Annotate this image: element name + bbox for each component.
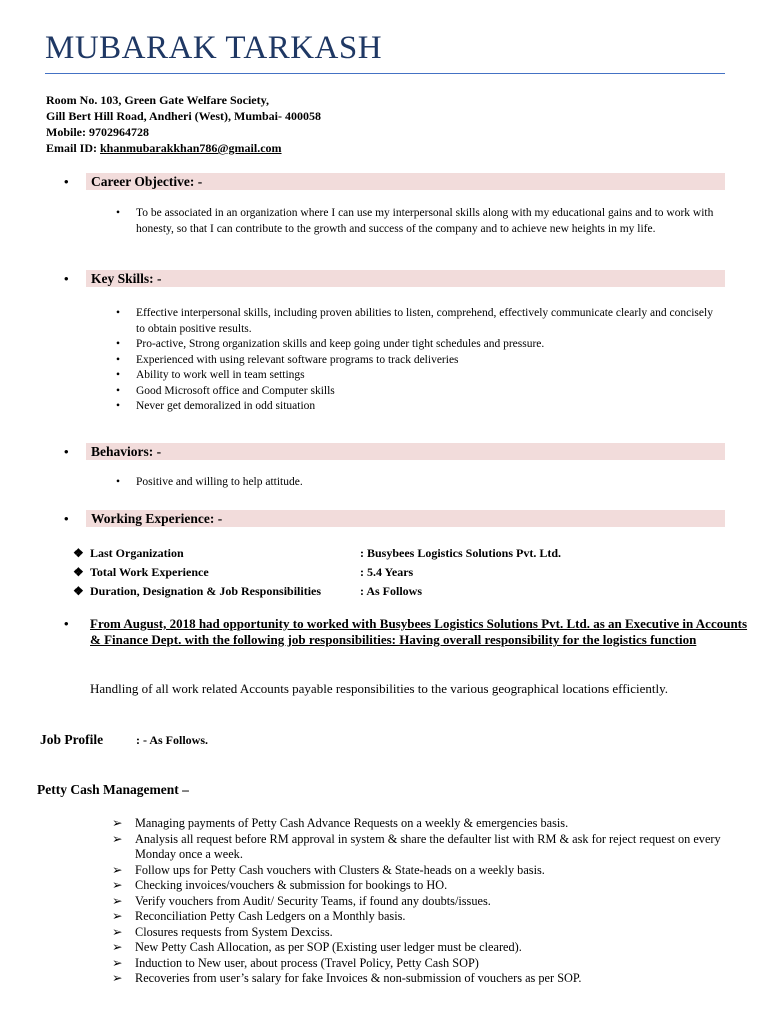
list-item: • Positive and willing to help attitude.	[136, 475, 722, 491]
list-item: • Effective interpersonal skills, including proven abilities to listen, comprehend, effectively communicate clearly and concisely to obtain positive results.	[136, 306, 722, 337]
detail-value: : Busybees Logistics Solutions Pvt. Ltd.	[360, 546, 562, 560]
detail-row	[0, 544, 768, 563]
bullet-icon: •	[64, 271, 69, 286]
experience-summary: Handling of all work related Accounts payable responsibilities to the various geographical locations efficiently.	[90, 681, 668, 696]
mobile-number: Mobile: 9702964728	[46, 125, 149, 139]
candidate-name: MUBARAK TARKASH	[45, 30, 383, 66]
arrow-bullet-icon: ➢	[112, 831, 123, 846]
working-experience-heading	[0, 510, 768, 528]
behaviors-list	[136, 475, 722, 491]
email-link[interactable]: khanmubarakkhan786@gmail.com	[100, 141, 282, 155]
list-item: • Experienced with using relevant software programs to track deliveries	[136, 353, 722, 369]
arrow-bullet-icon: ➢	[112, 878, 123, 892]
detail-key: Duration, Designation & Job Responsibilities	[90, 584, 322, 598]
detail-row	[0, 582, 768, 601]
address-line-1: Room No. 103, Green Gate Welfare Society,	[46, 93, 269, 107]
list-item: • Pro-active, Strong organization skills and keep going under tight schedules and pressure.	[136, 337, 722, 353]
list-item: • Never get demoralized in odd situation	[136, 399, 722, 415]
bullet-icon: •	[64, 444, 69, 459]
list-item: ➢ Induction to New user, about process (Travel Policy, Petty Cash SOP)	[112, 955, 479, 970]
list-item: ➢ Analysis all request before RM approval in system & share the defaulter list with RM & ask for reject request on every Monday once a week.	[112, 831, 721, 861]
arrow-bullet-icon: ➢	[112, 924, 123, 939]
contact-block	[46, 92, 321, 156]
list-item: ➢ Reconciliation Petty Cash Ledgers on a Monthly basis.	[112, 909, 406, 923]
section-title: Career Objective: -	[91, 174, 203, 189]
diamond-bullet-icon: ❖	[73, 546, 84, 560]
bullet-icon: •	[64, 174, 69, 189]
list-item: ➢ Verify vouchers from Audit/ Security Teams, if found any doubts/issues.	[112, 893, 491, 908]
arrow-bullet-icon: ➢	[112, 893, 123, 908]
petty-cash-title: Petty Cash Management –	[37, 782, 189, 797]
detail-value: : 5.4 Years	[360, 565, 414, 579]
list-item: ➢ Closures requests from System Dexciss.	[112, 924, 333, 939]
diamond-bullet-icon: ❖	[73, 584, 84, 598]
key-skills-list	[136, 306, 722, 415]
career-objective-list	[136, 206, 722, 237]
list-item: • Good Microsoft office and Computer skills	[136, 384, 722, 400]
list-item: ➢ Recoveries from user’s salary for fake Invoices & non-submission of vouchers as per SOP.	[112, 971, 582, 985]
list-item: • To be associated in an organization where I can use my interpersonal skills along with my educational gains and to work with honesty, so that I can contribute to the growth and success of the company and to achieve new heights in my life.	[136, 206, 722, 237]
list-item: ➢ Follow ups for Petty Cash vouchers with Clusters & State-heads on a weekly basis.	[112, 862, 545, 877]
detail-row	[0, 563, 768, 582]
email-row	[46, 140, 321, 156]
detail-value: : As Follows	[360, 584, 423, 598]
detail-key: Last Organization	[90, 546, 184, 560]
arrow-bullet-icon: ➢	[112, 909, 123, 923]
arrow-bullet-icon: ➢	[112, 940, 123, 954]
list-item: ➢ New Petty Cash Allocation, as per SOP (Existing user ledger must be cleared).	[112, 940, 522, 954]
behaviors-heading	[0, 443, 768, 461]
list-item: ➢ Managing payments of Petty Cash Advance Requests on a weekly & emergencies basis.	[112, 816, 569, 830]
bullet-icon: •	[64, 616, 69, 631]
email-label: Email ID:	[46, 141, 100, 155]
petty-cash-list	[112, 816, 763, 987]
job-profile-value: : - As Follows.	[136, 733, 208, 747]
arrow-bullet-icon: ➢	[112, 862, 123, 877]
section-title: Behaviors: -	[91, 444, 162, 459]
experience-details	[0, 544, 768, 601]
job-profile-label: Job Profile	[40, 732, 104, 747]
address-line-2: Gill Bert Hill Road, Andheri (West), Mumbai- 400058	[46, 109, 321, 123]
list-item: ➢ Checking invoices/vouchers & submission for bookings to HO.	[112, 878, 448, 892]
section-title: Working Experience: -	[91, 511, 223, 526]
list-item: • Ability to work well in team settings	[136, 368, 722, 384]
arrow-bullet-icon: ➢	[112, 816, 123, 830]
bullet-icon: •	[64, 511, 69, 526]
arrow-bullet-icon: ➢	[112, 955, 123, 970]
detail-key: Total Work Experience	[90, 565, 209, 579]
key-skills-heading	[0, 270, 768, 288]
section-title: Key Skills: -	[91, 271, 162, 286]
diamond-bullet-icon: ❖	[73, 565, 84, 579]
arrow-bullet-icon: ➢	[112, 971, 123, 985]
experience-highlight: From August, 2018 had opportunity to worked with Busybees Logistics Solutions Pvt. Ltd. as an Executive in Accounts & Finance Dept. with the following job responsibilities: Having overall responsibility for the logistics function	[90, 616, 748, 647]
header-divider	[45, 73, 725, 74]
career-objective-heading	[0, 173, 768, 191]
